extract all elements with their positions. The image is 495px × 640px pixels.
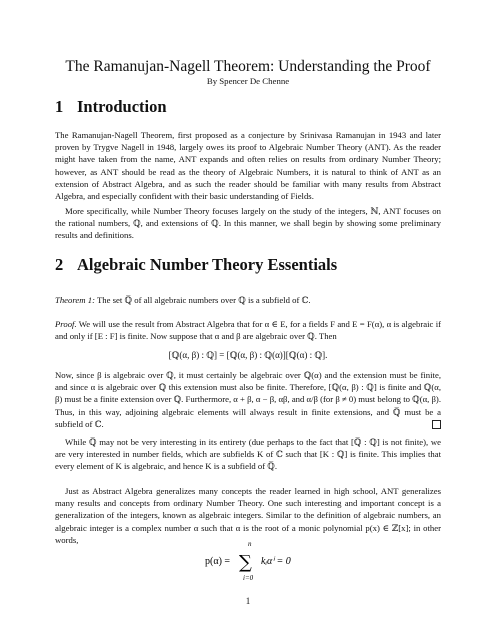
proof-paragraph bbox=[55, 318, 441, 342]
summation-sign-icon: ∑ bbox=[239, 552, 252, 573]
theorem-text: The set ℚ̅ of all algebraic numbers over ℚ is a subfield of ℂ. bbox=[97, 295, 311, 305]
paragraph-number-fields: While ℚ̅ may not be very interesting in its entirety (due perhaps to the fact that [ℚ̅ : ℚ] is not finite), we are very interested in number fields, which are subfields K of ℂ such that [K : ℚ] is finite. This implies that every element of K is algebraic, and hence K is a subfield of ℚ̅. bbox=[55, 437, 441, 472]
qed-box-icon bbox=[432, 420, 441, 429]
paper-title: The Ramanujan-Nagell Theorem: Understanding the Proof bbox=[65, 58, 431, 75]
section-heading-introduction bbox=[55, 97, 167, 117]
equation-monic-polynomial bbox=[55, 535, 441, 585]
theorem-label: Theorem 1: bbox=[55, 295, 95, 305]
eq2-sum-bottom: i=0 bbox=[243, 574, 254, 582]
paragraph-algebraic-integers: Just as Abstract Algebra generalizes many concepts the reader learned in high school, ANT generalizes many results and concepts from ordinary Number Theory. One such interesting and important concept is a generalization of the integers, known as algebraic integers. Similar to the definition of algebraic numbers, an algebraic integer is a complex number α such that α is the root of a monic polynomial p(x) ∈ ℤ[x]; in other words, bbox=[55, 486, 441, 545]
intro-paragraph-2: More specifically, while Number Theory focuses largely on the study of the integers, ℕ, ANT focuses on the rational numbers, ℚ, and extensions of ℚ. In this manner, we shall begin by showing some preliminary results and definitions. bbox=[55, 206, 441, 241]
equation-monic-polynomial-svg bbox=[55, 535, 441, 585]
equation-degree-tower: [ℚ(α, β) : ℚ] = [ℚ(α, β) : ℚ(α)][ℚ(α) : ℚ]. bbox=[168, 350, 328, 360]
theorem-1 bbox=[55, 294, 441, 306]
page-number: 1 bbox=[245, 596, 251, 606]
intro-paragraph-1: The Ramanujan-Nagell Theorem, first proposed as a conjecture by Srinivasa Ramanujan in 1943 and later proven by Trygve Nagell in 1948, largely owes its proof to Algebraic Number Theory (ANT). As the reader might have taken from the name, ANT expands and often relies on results from ordinary Number Theory; however, as ANT should be read as the theory of Algebraic Numbers, it is natural to think of ANT as an extension of Abstract Algebra, and as such the reader should be familiar with many results from Abstract Algebra, and especially confident with their basic understanding of Fields. bbox=[55, 130, 441, 202]
section-number: 1 bbox=[55, 97, 64, 116]
proof-continuation-text: Now, since β is algebraic over ℚ, it must certainly be algebraic over ℚ(α) and the extension must be finite, and since α is algebraic over ℚ this extension must also be finite. Therefore, [ℚ(α, β) : ℚ] is finite and ℚ(α, β) must be a finite extension over ℚ. Furthermore, α + β, α − β, αβ, and α/β (for β ≠ 0) must belong to ℚ(α, β). Thus, in this way, adjoining algebraic elements will always result in finite extensions, and ℚ̅ must be a subfield of ℂ. bbox=[55, 370, 441, 429]
eq2-sum-top: n bbox=[248, 540, 252, 548]
eq2-term: kᵢαⁱ = 0 bbox=[261, 556, 291, 567]
eq2-lhs: p(α) = bbox=[205, 556, 231, 567]
paper-author: By Spencer De Chenne bbox=[206, 76, 290, 86]
section-heading-ant-essentials bbox=[55, 255, 337, 275]
section-title: Algebraic Number Theory Essentials bbox=[77, 255, 338, 274]
proof-text: We will use the result from Abstract Algebra that for α ∈ E, for a fields F and E = F(α), α is algebraic if and only if [E : F] is finite. Now suppose that α and β are algebraic over ℚ. Then bbox=[55, 319, 441, 342]
proof-label: Proof. bbox=[55, 319, 77, 329]
section-title: Introduction bbox=[77, 97, 167, 116]
proof-continuation bbox=[55, 369, 441, 430]
section-number: 2 bbox=[55, 255, 64, 274]
